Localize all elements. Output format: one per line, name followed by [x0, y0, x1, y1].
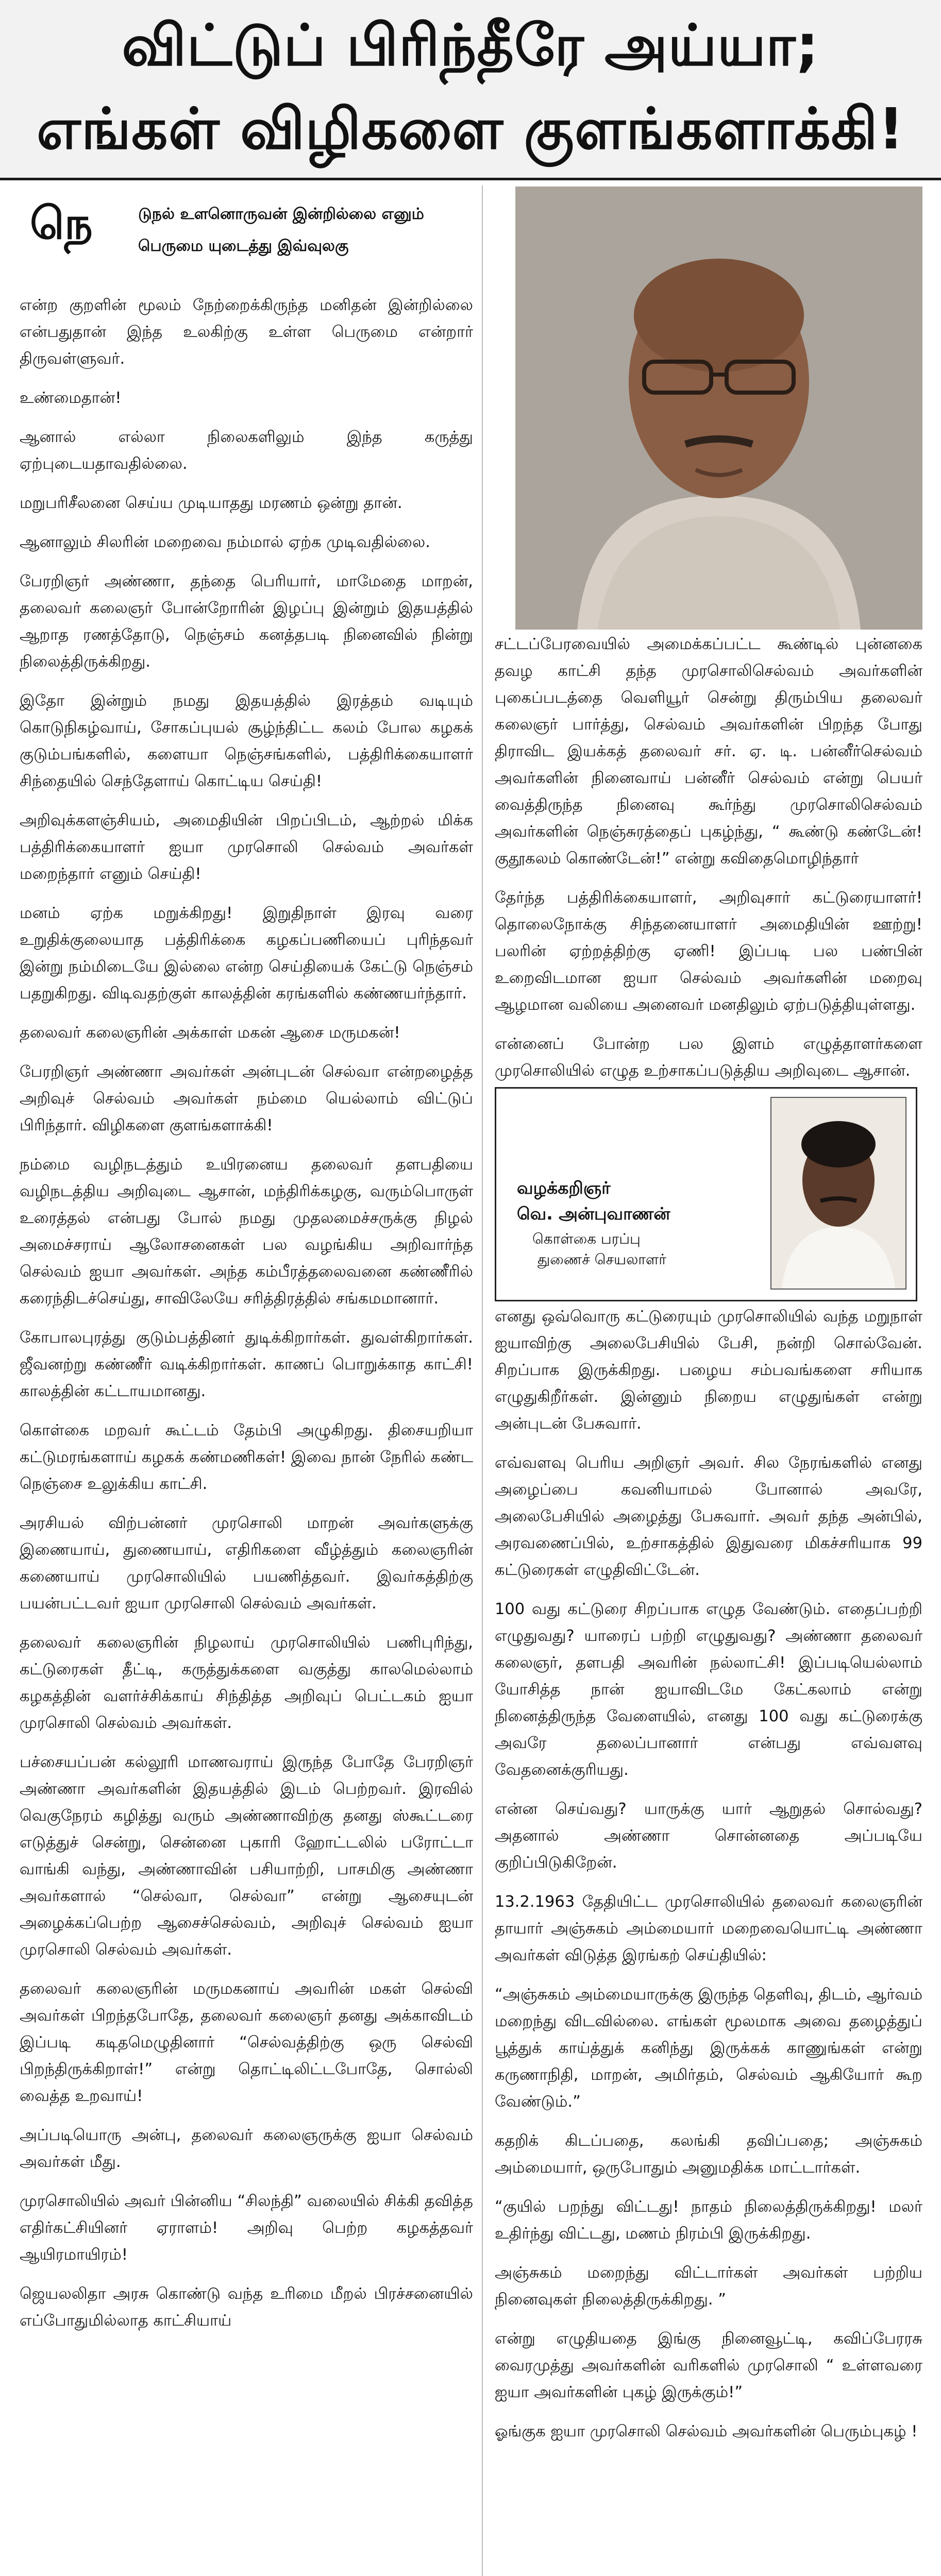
paragraph: ஆனாலும் சிலரின் மறைவை நம்மால் ஏற்க முடிவதில்லை. [20, 533, 430, 551]
paragraph: மறுபரிசீலனை செய்ய முடியாதது மரணம் ஒன்று தான். [20, 494, 402, 512]
headline-line-1: விட்டுப் பிரிந்தீரே அய்யா; [122, 12, 819, 78]
paragraph: என்று எழுதியதை இங்கு நினைவூட்டி, கவிப்பேரரசு வைரமுத்து அவர்களின் வரிகளில் முரசொலி “ உள்ளவரை ஐயா அவர்களின் புகழ் இருக்கும்!” [495, 2330, 922, 2401]
left-body-text [20, 292, 473, 2334]
paragraph: உண்மைதான்! [20, 389, 122, 407]
paragraph: கொள்கை மறவர் கூட்டம் தேம்பி அழுகிறது. திசையறியா கட்டுமரங்களாய் கழகக் கண்மணிகள்! இவை நான் நேரில் கண்ட நெஞ்சை உலுக்கிய காட்சி. [20, 1421, 473, 1493]
byline-wrapper [495, 1072, 922, 1332]
paragraph: அஞ்சுகம் மறைந்து விட்டார்கள் அவர்கள் பற்றிய நினைவுகள் நிலைத்திருக்கிறது. ” [495, 2264, 922, 2309]
paragraph: 100 வது கட்டுரை சிறப்பாக எழுத வேண்டும். எதைப்பற்றி எழுதுவது? யாரைப் பற்றி எழுதுவது? அண்ணா தலைவர் கலைஞர், தளபதி அவரின் நல்லாட்சி! இப்படியெல்லாம் யோசித்த நான் ஐயாவிடமே கேட்கலாம் என்று நினைத்திருந்த வேளையில், எனது 100 வது கட்டுரைக்கு அவரே தலைப்பானார் என்பது எவ்வளவு வேதனைக்குரியது. [495, 1600, 922, 1779]
intro-couplet-line-2: பெருமை யுடைத்து இவ்வுலகு [138, 237, 349, 255]
author-photo [770, 1097, 906, 1290]
paragraph: பேரறிஞர் அண்ணா அவர்கள் அன்புடன் செல்வா என்றழைத்த அறிவுச் செல்வம் அவர்கள் நம்மை யெல்லாம் விட்டுப் பிரிந்தார். விழிகளை குளங்களாக்கி! [20, 1063, 473, 1134]
paragraph: தலைவர் கலைஞரின் நிழலாய் முரசொலியில் பணிபுரிந்து, கட்டுரைகள் தீட்டி, கருத்துக்களை வகுத்து காலமெல்லாம் கழகத்தின் வளர்ச்சிக்காய் சிந்தித்த அறிவுப் பெட்டகம் ஐயா முரசொலி செல்வம் அவர்கள். [20, 1634, 473, 1732]
paragraph: கோபாலபுரத்து குடும்பத்தினர் துடிக்கிறார்கள். துவள்கிறார்கள். ஜீவனற்று கண்ணீர் வடிக்கிறார்கள். காணப் பொறுக்காத காட்சி! காலத்தின் கட்டாயமானது. [20, 1329, 473, 1400]
intro-couplet [20, 193, 473, 283]
article-right-column-bottom [495, 1303, 922, 2458]
byline-prefix: வழக்கறிஞர் [517, 1178, 611, 1198]
paragraph: என்னைப் போன்ற பல இளம் எழுத்தாளர்களை முரசொலியில் எழுத உற்சாகப்படுத்திய அறிவுடை ஆசான். [495, 1035, 922, 1080]
paragraph: பச்சையப்பன் கல்லூரி மாணவராய் இருந்த போதே பேரறிஞர் அண்ணா அவர்களின் இதயத்தில் இடம் பெற்றவர். இரவில் வெகுநேரம் கழித்து வரும் அண்ணாவிற்கு தனது ஸ்கூட்டரை எடுத்துச் சென்று, சென்னை புகாரி ஹோட்டலில் பரோட்டா வாங்கி வந்து, அண்ணாவின் பசியாற்றி, பாசமிகு அண்ணா அவர்களால் “செல்வா, செல்வா” என்று ஆசையுடன் அழைக்கப்பெற்ற ஆசைச்செல்வம், அறிவுச் செல்வம் ஐயா முரசொலி செல்வம் அவர்கள். [20, 1753, 473, 1959]
paragraph: அரசியல் விற்பன்னர் முரசொலி மாறன் அவர்களுக்கு இணையாய், துணையாய், எதிரிகளை வீழ்த்தும் கலைஞரின் கணையாய் முரசொலியில் பயணித்தவர். இவர்கத்திற்கு பயன்பட்டவர் ஐயா முரசொலி செல்வம் அவர்கள். [20, 1514, 473, 1613]
paragraph: ஜெயலலிதா அரசு கொண்டு வந்த உரிமை மீறல் பிரச்சனையில் எப்போதுமில்லாத காட்சியாய் [20, 2285, 473, 2330]
right-bottom-body-text [495, 1303, 922, 2445]
headline-line-2: எங்கள் விழிகளை குளங்களாக்கி! [36, 96, 904, 162]
paragraph: “குயில் பறந்து விட்டது! நாதம் நிலைத்திருக்கிறது! மலர் உதிர்ந்து விட்டது, மணம் நிரம்பி இருக்கிறது. [495, 2198, 922, 2243]
headline-banner [0, 0, 941, 180]
paragraph: “அஞ்சுகம் அம்மையாருக்கு இருந்த தெளிவு, திடம், ஆர்வம் மறைந்து விடவில்லை. எங்கள் மூலமாக அவை தழைத்துப் பூத்துக் காய்த்துக் கனிந்து இருக்கக் காணுங்கள் என்று கருணாநிதி, மாறன், அமிர்தம், செல்வம் ஆகியோர் கூற வேண்டும்.” [495, 1986, 922, 2111]
paragraph: 13.2.1963 தேதியிட்ட முரசொலியில் தலைவர் கலைஞரின் தாயார் அஞ்சுகம் அம்மையார் மறைவையொட்டி அண்ணா அவர்கள் விடுத்த இரங்கற் செய்தியில்: [495, 1893, 922, 1964]
paragraph: என்ற குறளின் மூலம் நேற்றைக்கிருந்த மனிதன் இன்றில்லை என்பதுதான் இந்த உலகிற்கு உள்ள பெருமை என்றார் திருவள்ளுவர். [20, 296, 473, 368]
byline-box [495, 1087, 917, 1301]
paragraph: பேரறிஞர் அண்ணா, தந்தை பெரியார், மாமேதை மாறன், தலைவர் கலைஞர் போன்றோரின் இழப்பு இன்றும் இதயத்தில் ஆறாத ரணத்தோடு, நெஞ்சம் கனத்தபடி நினைவில் நின்று நிலைத்திருக்கிறது. [20, 572, 473, 671]
paragraph: சட்டப்பேரவையில் அமைக்கப்பட்ட கூண்டில் புன்னகை தவழ காட்சி தந்த முரசொலிசெல்வம் அவர்களின் புகைப்படத்தை வெளியூர் சென்று திரும்பிய தலைவர் கலைஞர் பார்த்து, செல்வம் அவர்களின் பிறந்த போது திராவிட இயக்கத் தலைவர் சர். ஏ. டி. பன்னீர்செல்வம் அவர்களின் நினைவாய் பன்னீர் செல்வம் என்று பெயர் வைத்திருந்த நினைவு கூர்ந்து முரசொலிசெல்வம் அவர்களின் நெஞ்சுரத்தைப் புகழ்ந்து, “ கூண்டு கண்டேன்! குதூகலம் கொண்டேன்!” என்று கவிதைமொழிந்தார் [495, 635, 922, 868]
paragraph: எனது ஒவ்வொரு கட்டுரையும் முரசொலியில் வந்த மறுநாள் ஐயாவிற்கு அலைபேசியில் பேசி, நன்றி சொல்வேன். சிறப்பாக இருக்கிறது. பழைய சம்பவங்களை சரியாக எழுதுகிறீர்கள். இன்னும் நிறைய எழுதுங்கள் என்று அன்புடன் பேசுவார். [495, 1308, 922, 1433]
paragraph: எவ்வளவு பெரிய அறிஞர் அவர். சில நேரங்களில் எனது அழைப்பை கவனியாமல் போனால் அவரே, அலைபேசியில் அழைத்து பேசுவார். அவர் தந்த அன்பில், அரவணைப்பில், உற்சாகத்தில் இதுவரை மிகச்சரியாக 99 கட்டுரைகள் எழுதிவிட்டேன். [495, 1454, 922, 1579]
intro-drop-letters: நெ [30, 198, 93, 249]
author-illustration [771, 1098, 905, 1289]
paragraph: என்ன செய்வது? யாருக்கு யார் ஆறுதல் சொல்வது? அதனால் அண்ணா சொன்னதை அப்படியே குறிப்பிடுகிறேன். [495, 1800, 922, 1872]
column-divider [482, 185, 483, 2576]
byline-role-line-1: கொள்கை பரப்பு [532, 1230, 641, 1247]
byline-author: வெ. அன்புவாணன் [517, 1204, 670, 1224]
paragraph: இதோ இன்றும் நமது இதயத்தில் இரத்தம் வடியும் கொடுநிகழ்வாய், சோகப்புயல் சூழ்ந்திட்ட கலம் போல கழகக் குடும்பங்களில், களையா நெஞ்சங்களில், பத்திரிக்கையாளர் சிந்தையில் செந்தேளாய் கொட்டிய செய்தி! [20, 692, 473, 790]
paragraph: கதறிக் கிடப்பதை, கலங்கி தவிப்பதை; அஞ்சுகம் அம்மையார், ஒருபோதும் அனுமதிக்க மாட்டார்கள். [495, 2132, 922, 2177]
paragraph: ஆனால் எல்லா நிலைகளிலும் இந்த கருத்து ஏற்புடையதாவதில்லை. [20, 428, 473, 473]
portrait-photo [515, 187, 922, 630]
paragraph: தேர்ந்த பத்திரிக்கையாளர், அறிவுசார் கட்டுரையாளர்! தொலைநோக்கு சிந்தனையாளர் அமைதியின் ஊற்று! பலரின் ஏற்றத்திற்கு ஏணி! இப்படி பல பண்பின் உறைவிடமான ஐயா செல்வம் அவர்களின் மறைவு ஆழமான வலியை அனைவர் மனதிலும் ஏற்படுத்தியுள்ளது. [495, 889, 922, 1014]
portrait-illustration [515, 187, 922, 630]
paragraph: ஓங்குக ஐயா முரசொலி செல்வம் அவர்களின் பெரும்புகழ் ! [495, 2422, 918, 2441]
paragraph: அப்படியொரு அன்பு, தலைவர் கலைஞருக்கு ஐயா செல்வம் அவர்கள் மீது. [20, 2126, 473, 2171]
paragraph: மனம் ஏற்க மறுக்கிறது! இறுதிநாள் இரவு வரை உறுதிக்குலையாத பத்திரிக்கை கழகப்பணியைப் புரிந்தவர் இன்று நம்மிடையே இல்லை என்ற செய்தியைக் கேட்டு நெஞ்சம் பதறுகிறது. விடிவதற்குள் காலத்தின் கரங்களில் கண்ணயர்ந்தார். [20, 904, 473, 1003]
article-right-column-top [495, 631, 922, 1097]
paragraph: தலைவர் கலைஞரின் மருமகனாய் அவரின் மகள் செல்வி அவர்கள் பிறந்தபோதே, தலைவர் கலைஞர் தனது அக்காவிடம் இப்படி கடிதமெழுதினார் “செல்வத்திற்கு ஒரு செல்வி பிறந்திருக்கிறாள்!” என்று தொட்டிலிட்டபோதே, சொல்லி வைத்த உறவாய்! [20, 1980, 473, 2105]
byline-role-line-2: துணைச் செயலாளர் [537, 1251, 666, 1268]
paragraph: முரசொலியில் அவர் பின்னிய “சிலந்தி” வலையில் சிக்கி தவித்த எதிர்கட்சியினர் ஏராளம்! அறிவு பெற்ற கழகத்தவர் ஆயிரமாயிரம்! [20, 2192, 473, 2264]
right-top-body-text [495, 631, 922, 1084]
paragraph: நம்மை வழிநடத்தும் உயிரனைய தலைவர் தளபதியை வழிநடத்திய அறிவுடை ஆசான், மந்திரிக்கழகு, வரும்பொருள் உரைத்தல் என்பது போல் நமது முதலமைச்சருக்கு நிழல் அமைச்சராய் ஆலோசனைகள் பல வழங்கிய அறிவார்ந்த செல்வம் ஐயா அவர்கள். அந்த கம்பீரத்தலைவனை கண்ணீரில் கரைந்திடச்செய்து, சாவிலேயே சரித்திரத்தில் சங்கமமானார். [20, 1156, 473, 1308]
paragraph: தலைவர் கலைஞரின் அக்காள் மகன் ஆசை மருமகன்! [20, 1024, 400, 1042]
article-left-column [20, 185, 473, 2347]
paragraph: அறிவுக்களஞ்சியம், அமைதியின் பிறப்பிடம், ஆற்றல் மிக்க பத்திரிக்கையாளர் ஐயா முரசொலி செல்வம் அவர்கள் மறைந்தார் எனும் செய்தி! [20, 811, 473, 883]
intro-couplet-line-1: டுநல் உளனொருவன் இன்றில்லை எனும் [138, 205, 424, 223]
